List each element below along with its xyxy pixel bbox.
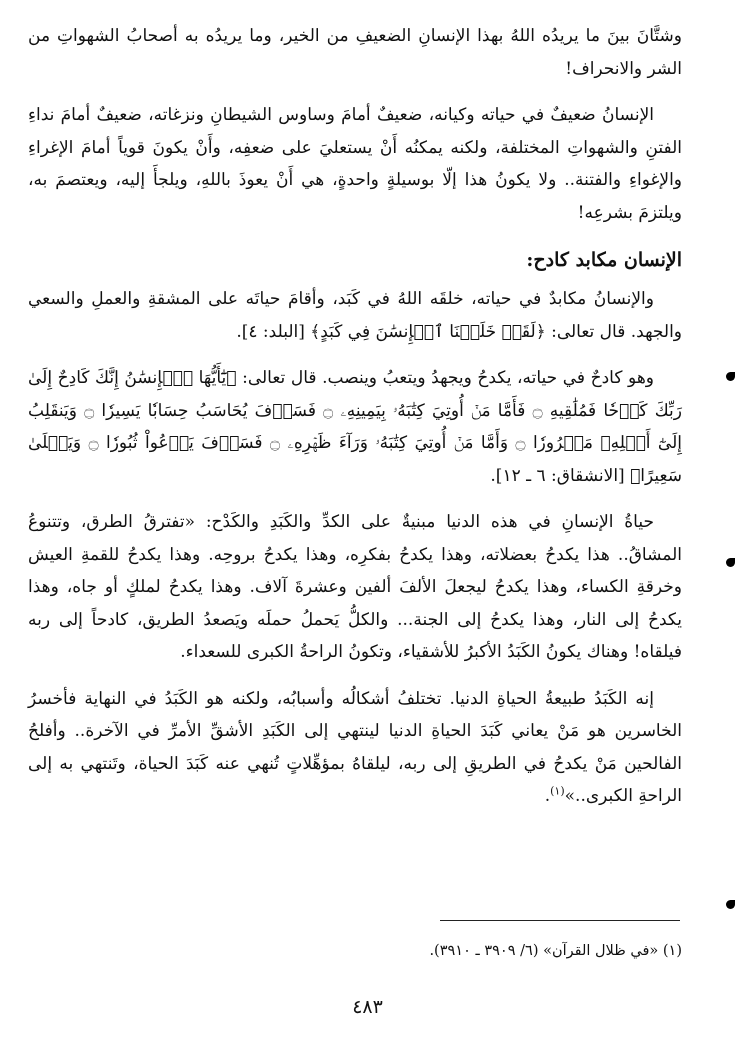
quran-verse-balad: ﴿لَقَدۡ خَلَقۡنَا ٱلۡإِنسَٰنَ فِي كَبَدٍ﴾ (310, 321, 546, 342)
footnote-divider (440, 920, 680, 921)
paragraph-4-text: وهو كادحٌ في حياته، يكدحُ ويجهدُ ويتعبُ وينصب. قال تعالى: (242, 368, 654, 388)
quran-verses-inshiqaq: ﴿يَٰٓأَيُّهَا ٱلۡإِنسَٰنُ إِنَّكَ كَادِحٌ إِلَىٰ رَبِّكَ كَدۡحٗا فَمُلَٰقِيهِ ۝ فَأَمَّا مَنۡ أُوتِيَ كِتَٰبَهُۥ بِيَمِينِهِۦ ۝ فَسَوۡفَ يُحَاسَبُ حِسَابٗا يَسِيرٗا ۝ وَيَنقَلِبُ إِلَىٰٓ أَهۡلِهِۦ مَسۡرُورٗا ۝ وَأَمَّا مَنۡ أُوتِيَ كِتَٰبَهُۥ وَرَآءَ ظَهۡرِهِۦ ۝ فَسَوۡفَ يَدۡعُواْ ثُبُورٗا ۝ وَيَصۡلَىٰ سَعِيرًا﴾ (28, 368, 683, 486)
paragraph-3 (28, 283, 682, 348)
paragraph-5: حياةُ الإنسانِ في هذه الدنيا مبنيةٌ على الكدِّ والكَبَدِ والكَدْح: «تفترقُ الطرق، وتتنوعُ المشاقُ.. هذا يكدحُ بعضلاته، وهذا يكدحُ بفكرِه، وهذا يكدحُ بروحِه. وهذا يكدحُ للقمةِ العيش وخرقةِ الكساء، وهذا يكدحُ ليجعلَ الألفَ ألفين وعشرةَ آلاف. وهذا يكدحُ لملكٍ أو جاه، وهذا يكدحُ إلى النار، وهذا يكدحُ إلى الجنة... والكلُّ يَحملُ حملَه ويَصعدُ الطريق، كادحاً إلى ربه فيلقاه! وهناك يكونُ الكَبَدُ الأكبرُ للأشقياء، وتكونُ الراحةُ الكبرى للسعداء. (28, 512, 682, 662)
quran-ref-balad: [البلد: ٤]. (236, 321, 305, 342)
footnote-number: (١) (662, 943, 682, 959)
paragraph-6-text: إنه الكَبَدُ طبيعةُ الحياةِ الدنيا. تختلفُ أشكالُه وأسبابُه، ولكنه هو الكَبَدُ في النهاية فأخسرُ الخاسرين هو مَنْ يعاني كَبَدَ الحياةِ الدنيا لينتهي إلى الكَبَدِ الأشقِّ الأمرِّ في الآخرة.. وأفلحُ الفالحين مَنْ يكدحُ في الطريقِ إلى ربه، ليلقاهُ بمؤهِّلاتٍ تُنهي عنه كَبَدَ الحياة، وتَنتهي به إلى الراحةِ الكبرى..» (28, 688, 682, 806)
footnote (42, 940, 682, 962)
margin-mark-icon (726, 372, 735, 381)
footnote-reference: (١) (550, 784, 565, 798)
footnote-text: «في ظلال القرآن» (٦/ ٣٩٠٩ ـ ٣٩١٠). (429, 943, 659, 959)
section-heading: الإنسان مكابد كادح: (526, 249, 682, 271)
margin-mark-icon (726, 900, 735, 909)
margin-mark-icon (726, 558, 735, 567)
paragraph-2: الإنسانُ ضعيفٌ في حياته وكيانه، ضعيفٌ أمامَ وساوس الشيطانِ ونزغاته، ضعيفٌ أمامَ نداءِ الفتنِ والشهواتِ المختلفة، ولكنه يمكنُه أَنْ يستعليَ على ضعفِه، وأَنْ يكونَ قوياً أمامَ الإغراءِ والإغواءِ والفتنة.. ولا يكونُ هذا إلّا بوسيلةٍ واحدةٍ، هي أَنْ يعوذَ باللهِ، ويلجأَ إليه، ويعتصمَ به، ويلتزمَ بشرعِه! (28, 105, 682, 223)
paragraph-4 (28, 362, 682, 492)
page-body (28, 20, 682, 827)
page-number: ٤٨٣ (352, 996, 383, 1018)
quran-ref-inshiqaq: [الانشقاق: ٦ ـ ١٢]. (490, 465, 625, 486)
paragraph-6: إنه الكَبَدُ طبيعةُ الحياةِ الدنيا. تختلفُ أشكالُه وأسبابُه، ولكنه هو الكَبَدُ في النهاية فأخسرُ الخاسرين هو مَنْ يعاني كَبَدَ الحياةِ الدنيا لينتهي إلى الكَبَدِ الأشقِّ الأمرِّ في الآخرة.. وأفلحُ الفالحين مَنْ يكدحُ في الطريقِ إلى ربه، ليلقاهُ بمؤهِّلاتٍ تُنهي عنه كَبَدَ الحياة، وتَنتهي به إلى الراحةِ الكبرى..»$^{(١)}$. (28, 688, 682, 806)
paragraph-1: وشتَّانَ بينَ ما يريدُه اللهُ بهذا الإنسانِ الضعيفِ من الخير، وما يريدُه به أصحابُ الشهواتِ من الشر والانحراف! (28, 26, 682, 79)
paragraph-3-text: والإنسانُ مكابدٌ في حياته، خلقَه اللهُ في كَبَد، وأقامَ حياتَه على المشقةِ والعملِ والسعي والجهد. قال تعالى: (28, 289, 682, 342)
